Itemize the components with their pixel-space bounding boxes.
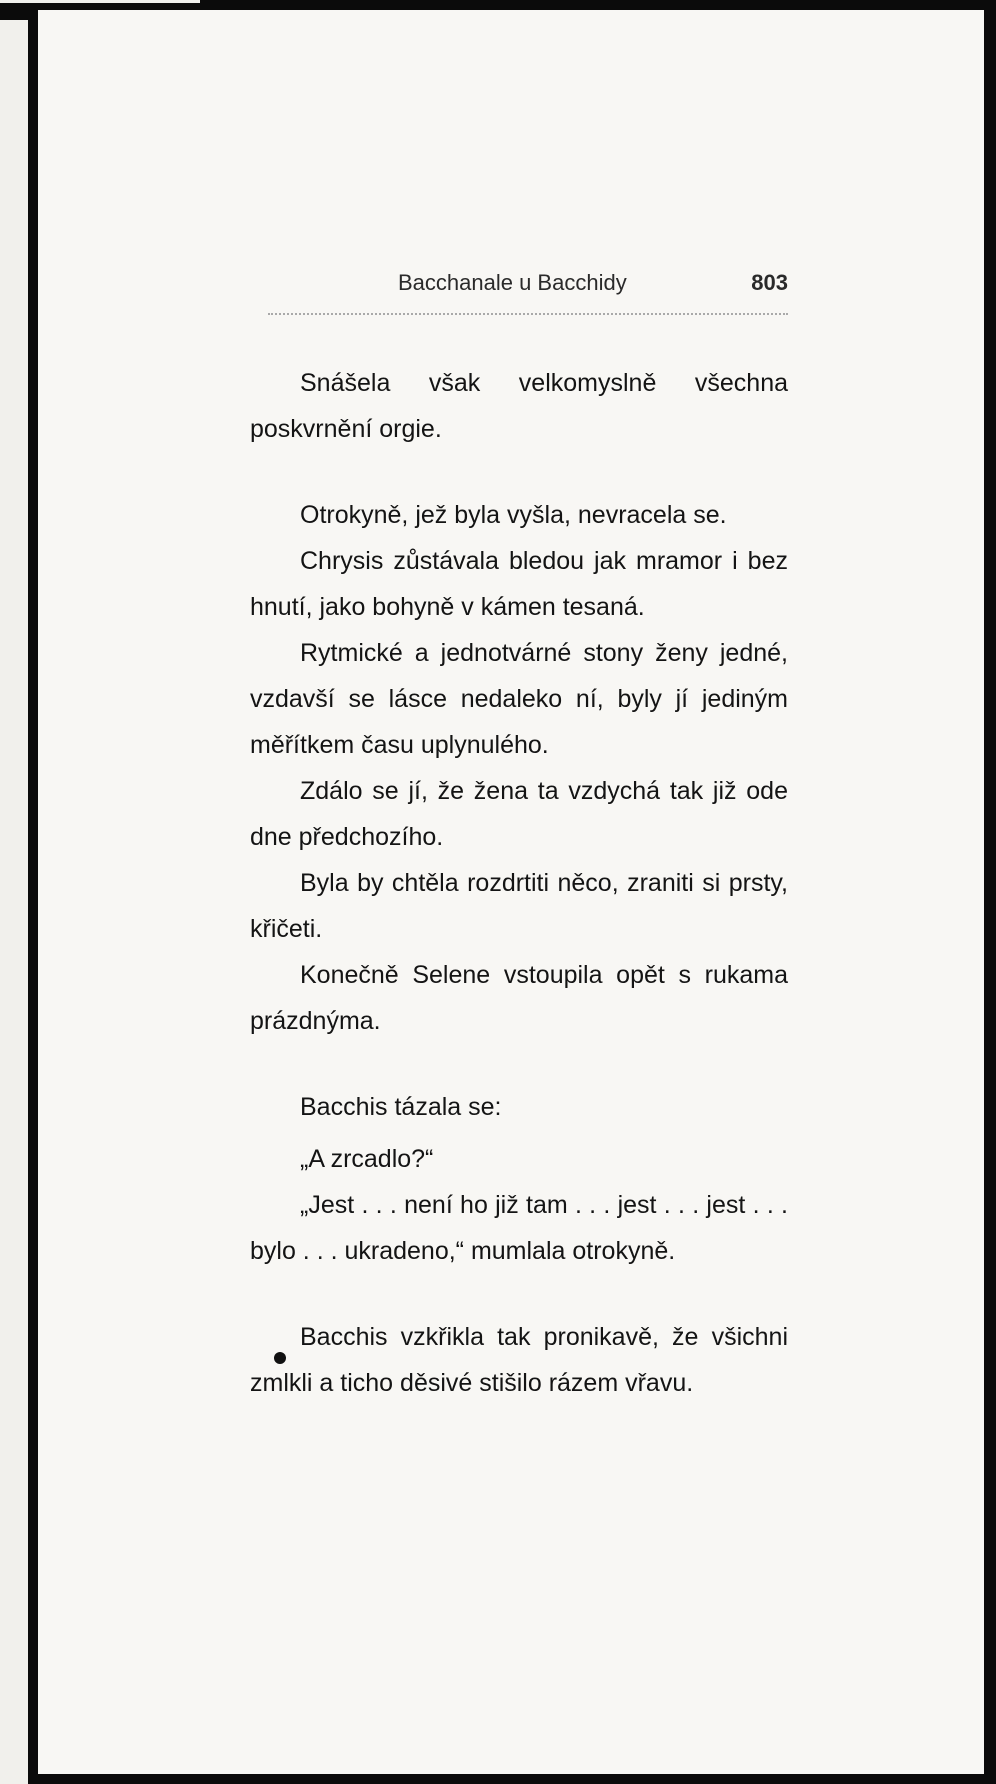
- paragraph: Bacchis vzkřikla tak pronikavě, že všichni zmlkli a ticho děsivé stišilo rázem vřavu.: [250, 1323, 788, 1397]
- paragraph: Otrokyně, jež byla vyšla, nevracela se.: [300, 501, 727, 529]
- page-number: 803: [751, 270, 788, 295]
- section-gap: [250, 1274, 788, 1314]
- facing-page-edge: [0, 20, 28, 1784]
- paragraph: Byla by chtěla rozdrtiti něco, zraniti si prsty, křičeti.: [250, 869, 788, 943]
- running-title: Bacchanale u Bacchidy: [398, 270, 627, 295]
- running-header: [248, 256, 788, 295]
- paragraph: Konečně Selene vstoupila opět s rukama prázdnýma.: [250, 961, 788, 1035]
- body-text: [250, 360, 788, 1406]
- paragraph: „A zrcadlo?“: [300, 1145, 434, 1173]
- paragraph: Chrysis zůstávala bledou jak mramor i bez hnutí, jako bohyně v kámen tesaná.: [250, 547, 788, 621]
- paragraph: Zdálo se jí, že žena ta vzdychá tak již ode dne předchozího.: [250, 777, 788, 851]
- header-rule: [268, 313, 788, 315]
- paragraph: „Jest . . . není ho již tam . . . jest . . . jest . . . bylo . . . ukradeno,“ mumlala otrokyně.: [250, 1191, 788, 1265]
- scan-edge: [0, 0, 200, 3]
- section-gap: [250, 1044, 788, 1084]
- paragraph: Snášela však velkomyslně všechna poskvrnění orgie.: [250, 369, 788, 443]
- ink-dot: [274, 1352, 286, 1364]
- section-gap: [250, 452, 788, 492]
- paragraph: Bacchis tázala se:: [300, 1093, 502, 1121]
- book-page: [38, 10, 984, 1774]
- paragraph: Rytmické a jednotvárné stony ženy jedné, vzdavší se lásce nedaleko ní, byly jí jediným měřítkem času uplynulého.: [250, 639, 788, 759]
